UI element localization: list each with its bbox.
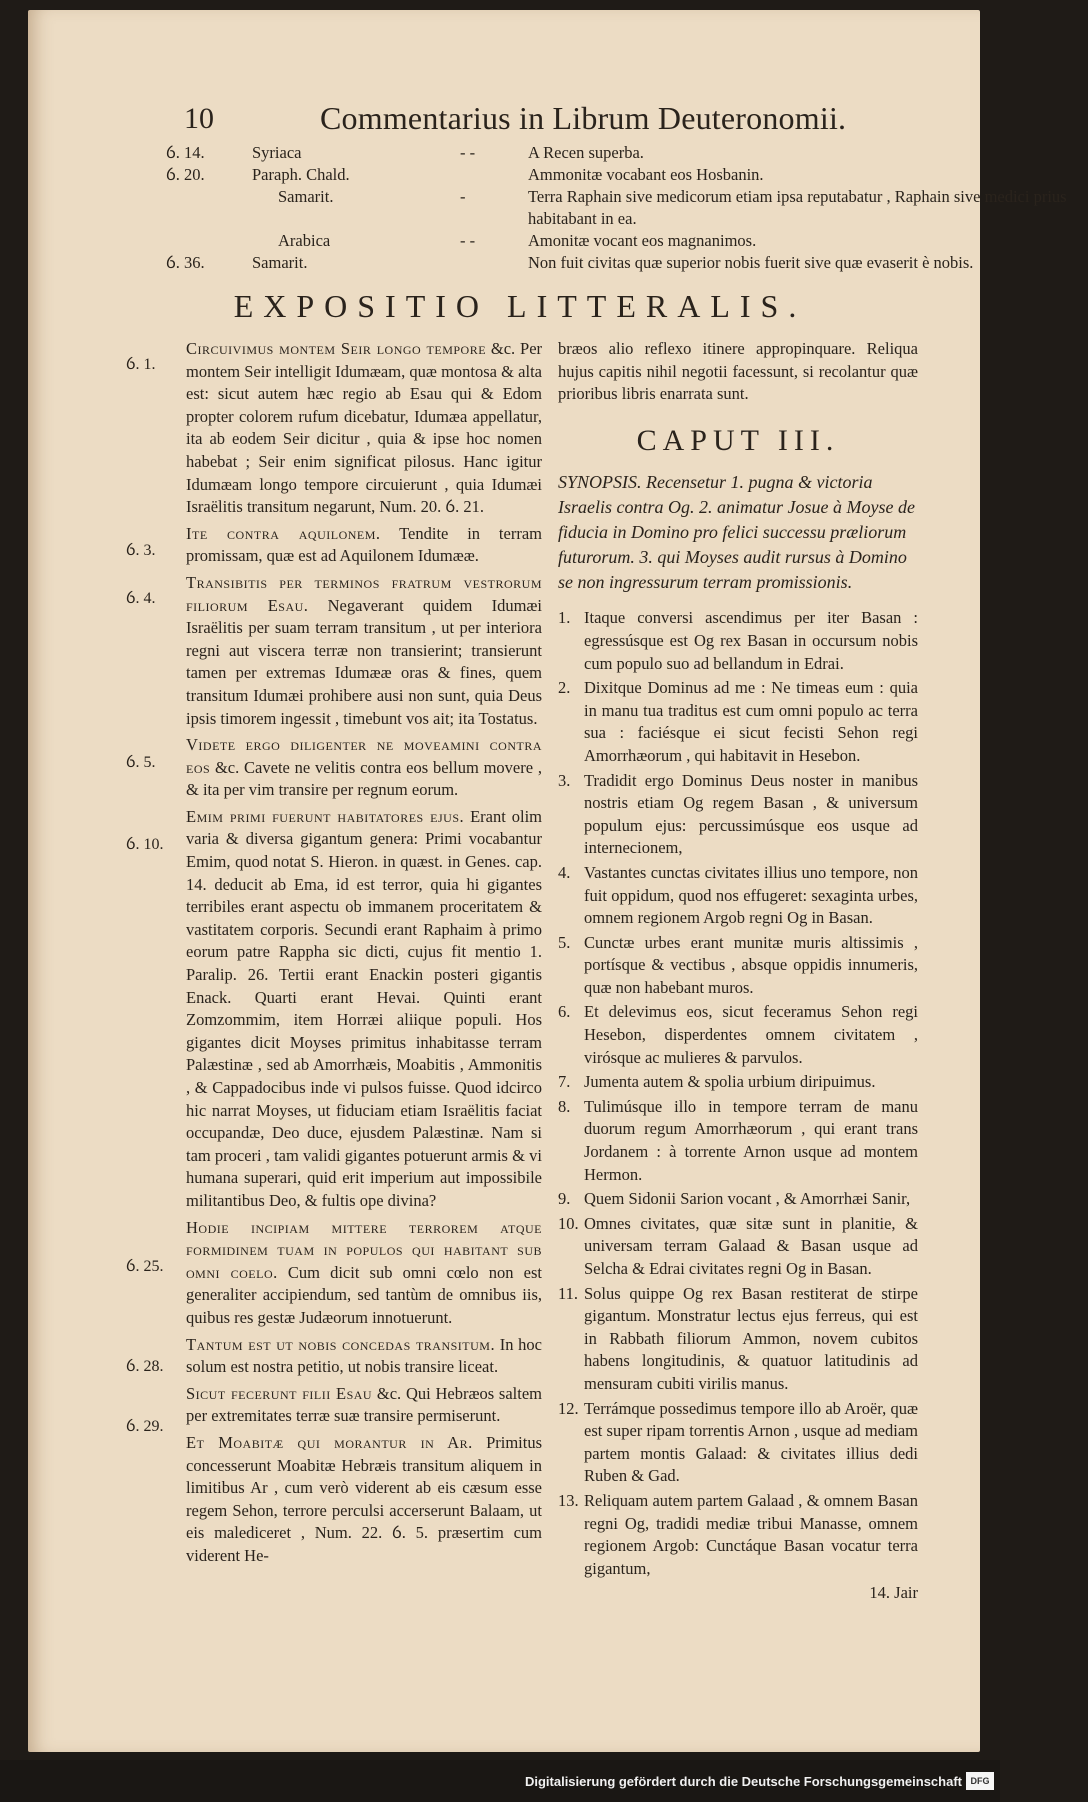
bible-verse <box>558 607 918 675</box>
verse-number: 6. <box>558 1002 571 1022</box>
lemma: Hodie incipiam mittere terrorem atque formidinem tuam in populos qui habitant sub omni coelo. <box>186 1217 542 1282</box>
commentary-text: &c. Qui Hebræos saltem per extremitates terræ suæ transire permiserunt. <box>186 1383 542 1426</box>
catchword: 14. Jair <box>869 1583 918 1603</box>
commentary-text: Primitus concesserunt Moabitæ Hebræis transitum aliquem in limitibus Ar , cum verò viderent ab eis cæsum esse regem Sehon, terrore perculsi accerserunt Balaam, ut eis malediceret , Num. 22. ỽ. 5. præsertim cum viderent He- <box>186 1432 542 1565</box>
commentary-entry <box>186 338 542 519</box>
verse-text: Cunctæ urbes erant munitæ muris altissimis , portísque & vectibus , absque oppidis innumeris, quæ non habebant muros. <box>584 932 918 997</box>
source-name: Paraph. Chald. <box>252 165 350 184</box>
commentary-text: In hoc solum est nostra petitio, ut nobis transire liceat. <box>186 1334 542 1377</box>
verse-ref: ỽ. 20. <box>166 165 205 184</box>
verse-number: 4. <box>558 862 571 882</box>
variant-row <box>160 142 940 164</box>
verse-number: 8. <box>558 1096 571 1116</box>
bible-verse <box>558 1398 918 1488</box>
commentary-entry <box>186 523 542 568</box>
verse-text: Solus quippe Og rex Basan restiterat de stirpe gigantum. Monstratur lectus ejus ferreus, qui est in Rabbath filiorum Ammon, novem cubitos habens longitudinis, & quatuor latitudinis ad mensuram cubiti virilis manus. <box>584 1283 918 1393</box>
verse-text: Omnes civitates, quæ sitæ sunt in planitie, & universam terram Galaad & Basan usque ad Selcha & Edrai civitates regni Og in Basan. <box>584 1213 918 1278</box>
commentary-entry <box>186 1432 542 1568</box>
verse-text: Reliquam autem partem Galaad , & omnem Basan regni Og, tradidi mediæ tribui Manasse, omnem regionem Argob: Cunctáque Basan vocatur terra gigantum, <box>584 1490 918 1578</box>
margin-verse-ref: ỽ. 25. <box>126 1258 164 1275</box>
dash: - - <box>460 231 476 250</box>
chapter-title: CAPUT III. <box>636 423 840 457</box>
lemma: Transibitis per terminos fratrum vestrorum filiorum Esau. <box>186 572 542 615</box>
source-name: Syriaca <box>252 143 302 162</box>
bible-verse <box>558 1096 918 1186</box>
verse-text: Tradidit ergo Dominus Deus noster in manibus nostris etiam Og regem Basan , & universum populum ejus: percussimúsque eos usque ad internecionem, <box>584 770 918 858</box>
verse-number: 7. <box>558 1072 571 1092</box>
variant-text: Non fuit civitas quæ superior nobis fuerit sive quæ evaserit è nobis. <box>528 253 974 272</box>
margin-verse-ref: ỽ. 1. <box>126 356 156 373</box>
running-title: Commentarius in Librum Deuteronomii. <box>320 100 847 136</box>
margin-verse-ref: ỽ. 10. <box>126 836 164 853</box>
variant-row <box>160 252 974 274</box>
commentary-text: Erant olim varia & diversa gigantum genera: Primi vocabantur Emim, quod notat S. Hieron. in quæst. in Genes. cap. 14. deducit ab Ema, id est terror, quia hi gigantes terribiles erant aspectu ob immanem proceritatem & vastitatem corporis. Secundi erant Raphaim à primo eorum patre Rappha sic dicti, cujus fit mentio 1. Paralip. 26. Tertii erant Enackin posteri gigantis Enack. Quarti erant Hevai. Quinti erant Zomzommim, item Horræi aliique populi. Hos gigantes dicit Moyses primitus inhabitasse terram Palæstinæ , sed ab Amorrhæis, Moabitis , Ammonitis , & Cappadocibus inde vi pulsos fuisse. Quod idcirco hic narrat Moyses, ut fiduciam etiam Israëlitis faciat occupandæ, Deo duce, ejusdem Palæstinæ. Nam si tam proceri , tam validi gigantes potuerunt armis & vi humana superari, quid erit imperium aut impossibile militantibus Deo, & fultis ope divina? <box>186 806 542 1210</box>
commentary-text: &c. Per montem Seir intelligit Idumæam, quæ montosa & alta est: sicut autem hæc regio ab Esau qui & Edom propter colorem rufum dicebatur, Idumæa appellatur, ita ab eodem Seir dicitur , quia & ipse hoc nomen habebat ; Seir enim significat pilosus. Hanc igitur Idumæam longo tempore circuierunt , quia Idumæi Israëlitis transitum negarunt, Num. 20. ỽ. 21. <box>186 339 543 517</box>
bible-verse <box>558 932 918 1000</box>
variant-text: Amonitæ vocant eos magnanimos. <box>528 231 757 250</box>
lemma: Tantum est ut nobis concedas transitum. <box>186 1334 496 1354</box>
lemma: Sicut fecerunt filii Esau <box>186 1383 373 1403</box>
lemma: Ite contra aquilonem. <box>186 523 381 543</box>
variant-text: Terra Raphain sive medicorum etiam ipsa reputabatur , Raphain sive medici prius habitabant in ea. <box>528 187 1067 228</box>
right-column <box>558 338 918 1605</box>
source-name: Arabica <box>278 231 331 250</box>
variant-text: A Recen superba. <box>528 143 644 162</box>
bible-verse <box>558 1071 918 1094</box>
verse-number: 11. <box>558 1283 579 1303</box>
variant-text: Ammonitæ vocabant eos Hosbanin. <box>528 165 764 184</box>
page-number: 10 <box>184 102 214 135</box>
lemma: Circuivimus montem Seir longo tempore <box>186 339 487 358</box>
margin-verse-ref: ỽ. 28. <box>126 1358 164 1375</box>
verse-number: 12. <box>558 1398 579 1418</box>
commentary-entry <box>186 572 542 730</box>
commentary-entry <box>186 734 542 802</box>
margin-verse-ref: ỽ. 4. <box>126 590 156 607</box>
verse-number: 1. <box>558 608 571 628</box>
commentary-text: Negaverant quidem Idumæi Israëlitis per suam terram transitum , ut per interiora regni aut viscera terræ non transierint; transierunt tamen per extremas Idumææ oras & fines, quem transitum Idumæi prohibere ausi non sunt, quia Deus ipsis timorem ingessit , timebunt vos ait; ita Tostatus. <box>186 595 543 728</box>
verse-number: 13. <box>558 1490 579 1510</box>
lemma: Emim primi fuerunt habitatores ejus. <box>186 806 465 826</box>
margin-verse-ref: ỽ. 5. <box>126 754 156 771</box>
digitization-note: Digitalisierung gefördert durch die Deutsche Forschungsgemeinschaft <box>524 1774 962 1789</box>
source-name: Samarit. <box>252 253 308 272</box>
commentary-entry <box>186 806 542 1213</box>
verse-text: Terrámque possedimus tempore illo ab Aroër, quæ est super ripam torrentis Arnon , usque ad mediam partem montis Galaad: & civitates illius dedi Ruben & Gad. <box>584 1398 918 1486</box>
section-title: EXPOSITIO LITTERALIS. <box>233 288 807 324</box>
bible-verse <box>558 1283 918 1396</box>
verse-number: 10. <box>558 1213 579 1233</box>
lemma: Et Moabitæ qui morantur in Ar. <box>186 1432 473 1452</box>
variant-row <box>160 164 940 186</box>
chapter-synopsis: SYNOPSIS. Recensetur 1. pugna & victoria Israelis contra Og. 2. animatur Josue à Moyse de fiducia in Domino pro felici successu præliorum futurorum. 3. qui Moyses audit rursus à Domino se non ingressurum terram promissionis. <box>558 472 915 593</box>
verse-ref: ỽ. 36. <box>166 253 205 272</box>
left-column <box>186 338 542 1571</box>
verse-number: 3. <box>558 770 571 790</box>
bible-verse <box>558 1001 918 1069</box>
verse-number: 5. <box>558 932 571 952</box>
commentary-text: Tendite in terram promissam, quæ est ad Aquilonem Idumææ. <box>186 523 542 566</box>
verse-text: Jumenta autem & spolia urbium diripuimus. <box>584 1072 876 1092</box>
bible-verse <box>558 770 918 860</box>
verse-text: Dixitque Dominus ad me : Ne timeas eum : quia in manu tua traditus est cum omni populo ac terra sua : faciésque ei sicut fecisti Sehon regi Amorrhæorum , qui habitavit in Hesebon. <box>584 678 918 765</box>
bible-verse <box>558 1188 918 1211</box>
dash: - <box>460 187 466 206</box>
commentary-entry <box>186 1383 542 1428</box>
verse-text: Vastantes cunctas civitates illius uno tempore, non fuit oppidum, quod nos effugeret: sexaginta urbes, omnem regionem Argob regni Og in Basan. <box>584 862 918 928</box>
lemma: Videte ergo diligenter ne moveamini contra eos <box>186 735 542 777</box>
margin-verse-ref: ỽ. 3. <box>126 542 156 559</box>
bible-verse <box>558 862 918 930</box>
variant-readings <box>160 142 1067 274</box>
verse-number: 9. <box>558 1189 571 1209</box>
verse-ref: ỽ. 14. <box>166 143 205 162</box>
verse-text: Et delevimus eos, sicut feceramus Sehon regi Hesebon, disperdentes omnem civitatem , virósque ac mulieres & parvulos. <box>584 1002 918 1067</box>
commentary-text: Cum dicit sub omni cœlo non est generaliter accipiendum, sed tantùm de omnibus iis, quibus res gestæ Judæorum innotuerunt. <box>186 1262 542 1327</box>
continuation-text: bræos alio reflexo itinere appropinquare. Reliqua hujus capitis nihil negotii facessunt, si recolantur quæ prioribus libris enarrata sunt. <box>558 339 918 404</box>
verse-text: Itaque conversi ascendimus per iter Basan : egressúsque est Og rex Basan in occursum nobis cum populo suo ad bellandum in Edrai. <box>584 608 918 673</box>
commentary-entry <box>186 1217 542 1330</box>
bible-verse <box>558 1490 918 1580</box>
bible-verse <box>558 677 918 767</box>
verse-number: 2. <box>558 678 571 698</box>
verse-text: Tulimúsque illo in tempore terram de manu duorum regum Amorrhæorum , qui erant trans Jordanem : à torrente Arnon usque ad montem Hermon. <box>584 1096 918 1184</box>
commentary-text: &c. Cavete ne velitis contra eos bellum movere , & ita per vim transire per regnum eorum. <box>186 757 542 800</box>
source-name: Samarit. <box>278 187 334 206</box>
commentary-entry <box>186 1334 542 1379</box>
dash: - - <box>460 143 476 162</box>
bible-verse <box>558 1213 918 1281</box>
dfg-logo: DFG <box>966 1772 994 1790</box>
margin-verse-ref: ỽ. 29. <box>126 1418 164 1435</box>
variant-row <box>160 186 1067 230</box>
verse-text: Quem Sidonii Sarion vocant , & Amorrhæi Sanir, <box>584 1189 911 1209</box>
variant-row <box>160 230 940 252</box>
